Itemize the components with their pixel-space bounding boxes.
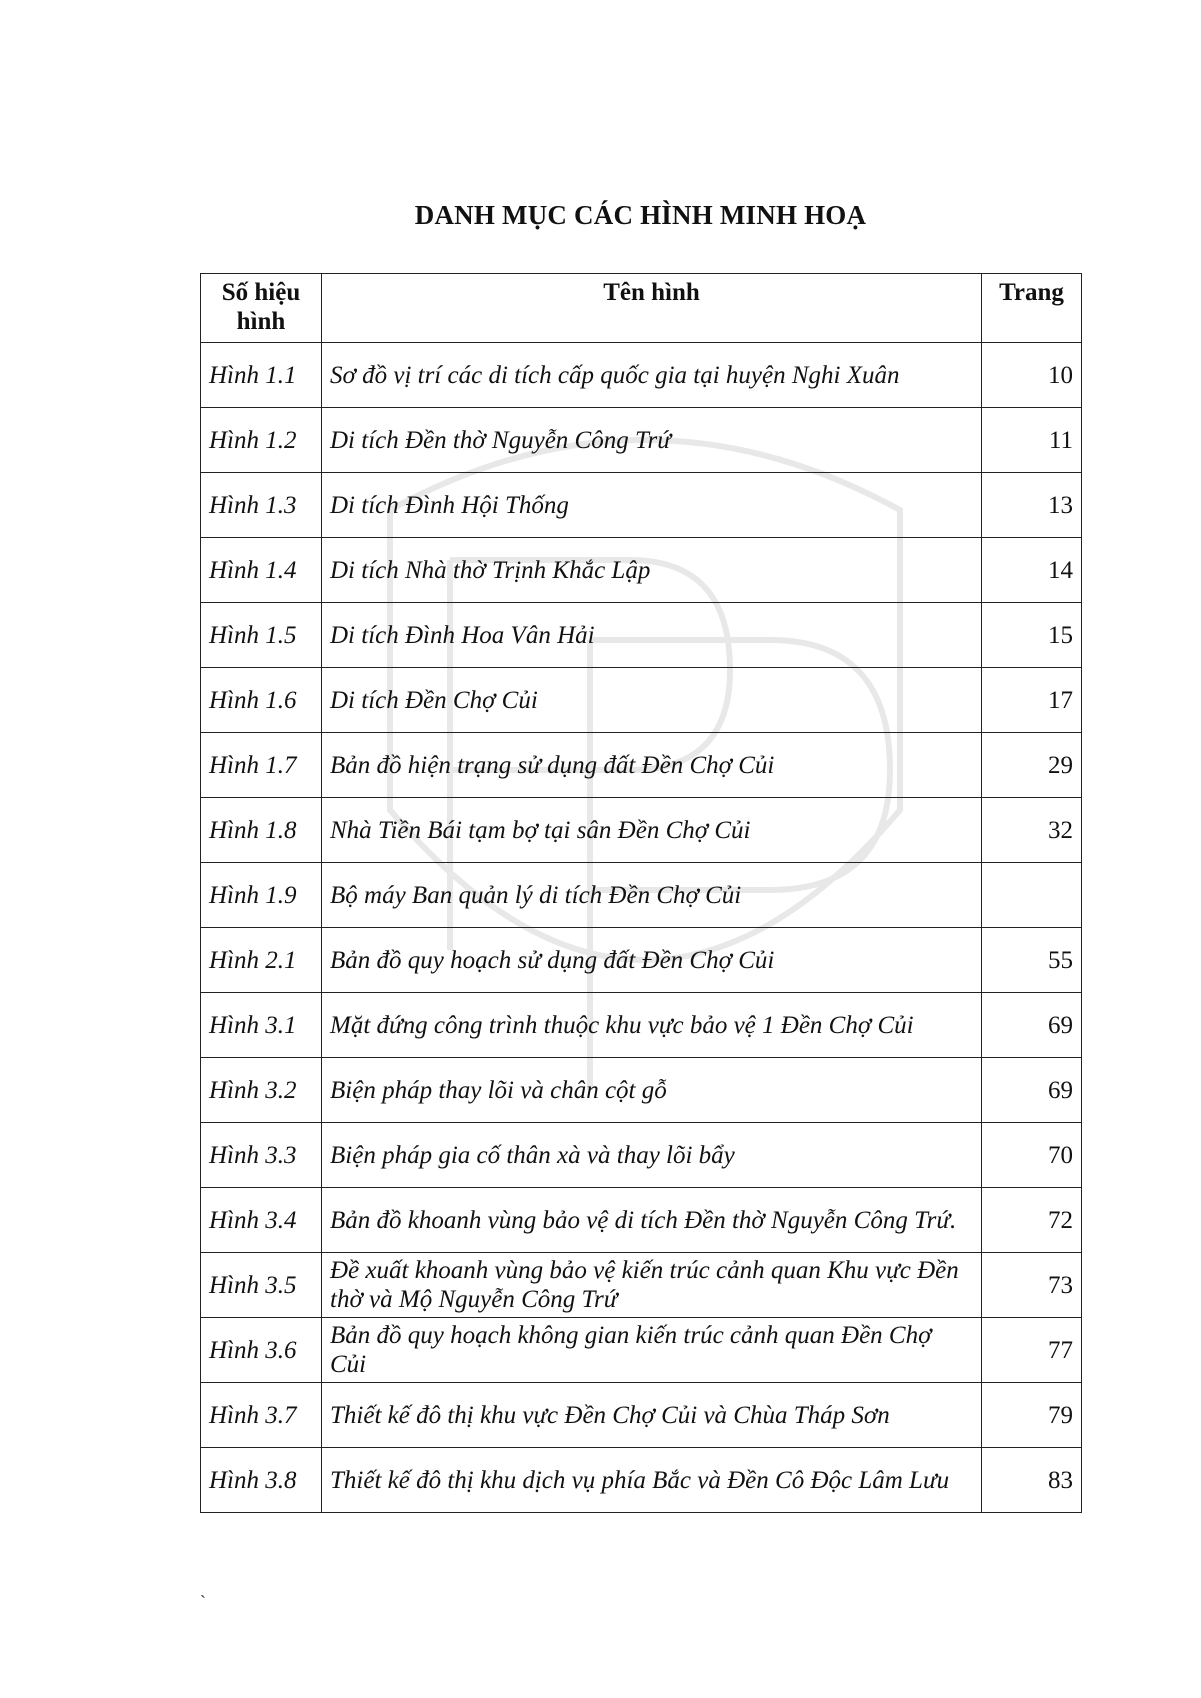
figure-name: Biện pháp gia cố thân xà và thay lõi bẩy [322, 1123, 982, 1188]
figure-number: Hình 3.3 [201, 1123, 322, 1188]
figure-name: Đề xuất khoanh vùng bảo vệ kiến trúc cảnh quan Khu vực Đền thờ và Mộ Nguyễn Công Trứ [322, 1253, 982, 1318]
figure-number: Hình 1.2 [201, 408, 322, 473]
figure-name: Di tích Đình Hội Thống [322, 473, 982, 538]
table-row [201, 343, 1082, 408]
figure-page [982, 863, 1082, 928]
figure-page: 69 [982, 993, 1082, 1058]
figure-page: 14 [982, 538, 1082, 603]
figure-number: Hình 1.9 [201, 863, 322, 928]
table-row [201, 993, 1082, 1058]
figure-name: Nhà Tiền Bái tạm bợ tại sân Đền Chợ Củi [322, 798, 982, 863]
figure-list-table [200, 273, 1082, 1513]
table-row [201, 603, 1082, 668]
figure-page: 73 [982, 1253, 1082, 1318]
figure-name: Bản đồ quy hoạch không gian kiến trúc cảnh quan Đền Chợ Củi [322, 1318, 982, 1383]
figure-page: 17 [982, 668, 1082, 733]
figure-page: 83 [982, 1448, 1082, 1513]
figure-page: 10 [982, 343, 1082, 408]
stray-mark: ` [200, 1592, 206, 1612]
figure-name: Bản đồ quy hoạch sử dụng đất Đền Chợ Củi [322, 928, 982, 993]
figure-number: Hình 3.1 [201, 993, 322, 1058]
table-header-row [201, 274, 1082, 343]
page-title: DANH MỤC CÁC HÌNH MINH HOẠ [414, 200, 867, 230]
figure-number: Hình 1.8 [201, 798, 322, 863]
table-row [201, 1188, 1082, 1253]
figure-page: 29 [982, 733, 1082, 798]
figure-page: 32 [982, 798, 1082, 863]
table-row [201, 733, 1082, 798]
figure-name: Biện pháp thay lõi và chân cột gỗ [322, 1058, 982, 1123]
figure-number: Hình 3.2 [201, 1058, 322, 1123]
header-figure-name: Tên hình [322, 274, 982, 343]
figure-page: 11 [982, 408, 1082, 473]
figure-page: 79 [982, 1383, 1082, 1448]
figure-number: Hình 1.5 [201, 603, 322, 668]
figure-page: 70 [982, 1123, 1082, 1188]
table-row [201, 473, 1082, 538]
figure-number: Hình 1.7 [201, 733, 322, 798]
figure-page: 15 [982, 603, 1082, 668]
figure-page: 55 [982, 928, 1082, 993]
figure-page: 69 [982, 1058, 1082, 1123]
figure-number: Hình 3.6 [201, 1318, 322, 1383]
figure-number: Hình 1.1 [201, 343, 322, 408]
figure-name: Bản đồ hiện trạng sử dụng đất Đền Chợ Củi [322, 733, 982, 798]
figure-number: Hình 3.8 [201, 1448, 322, 1513]
table-row [201, 1448, 1082, 1513]
table-row [201, 1383, 1082, 1448]
figure-name: Bộ máy Ban quản lý di tích Đền Chợ Củi [322, 863, 982, 928]
table-row [201, 668, 1082, 733]
figure-number: Hình 1.3 [201, 473, 322, 538]
figure-name: Bản đồ khoanh vùng bảo vệ di tích Đền thờ Nguyễn Công Trứ. [322, 1188, 982, 1253]
table-row [201, 408, 1082, 473]
figure-number: Hình 3.5 [201, 1253, 322, 1318]
figure-name: Mặt đứng công trình thuộc khu vực bảo vệ 1 Đền Chợ Củi [322, 993, 982, 1058]
figure-name: Di tích Đền thờ Nguyễn Công Trứ [322, 408, 982, 473]
figure-name: Di tích Đền Chợ Củi [322, 668, 982, 733]
table-row [201, 1123, 1082, 1188]
figure-page: 72 [982, 1188, 1082, 1253]
table-row [201, 1058, 1082, 1123]
figure-name: Di tích Đình Hoa Vân Hải [322, 603, 982, 668]
header-page: Trang [982, 274, 1082, 343]
figure-number: Hình 1.6 [201, 668, 322, 733]
figure-page: 13 [982, 473, 1082, 538]
figure-name: Thiết kế đô thị khu dịch vụ phía Bắc và Đền Cô Độc Lâm Lưu [322, 1448, 982, 1513]
table-row [201, 863, 1082, 928]
table-row [201, 1253, 1082, 1318]
table-row [201, 1318, 1082, 1383]
figure-name: Thiết kế đô thị khu vực Đền Chợ Củi và Chùa Tháp Sơn [322, 1383, 982, 1448]
figure-number: Hình 1.4 [201, 538, 322, 603]
figure-number: Hình 2.1 [201, 928, 322, 993]
figure-name: Di tích Nhà thờ Trịnh Khắc Lập [322, 538, 982, 603]
table-row [201, 538, 1082, 603]
table-row [201, 928, 1082, 993]
header-figure-number: Số hiệu hình [201, 274, 322, 343]
figure-number: Hình 3.7 [201, 1383, 322, 1448]
table-row [201, 798, 1082, 863]
figure-page: 77 [982, 1318, 1082, 1383]
figure-number: Hình 3.4 [201, 1188, 322, 1253]
figure-name: Sơ đồ vị trí các di tích cấp quốc gia tại huyện Nghi Xuân [322, 343, 982, 408]
